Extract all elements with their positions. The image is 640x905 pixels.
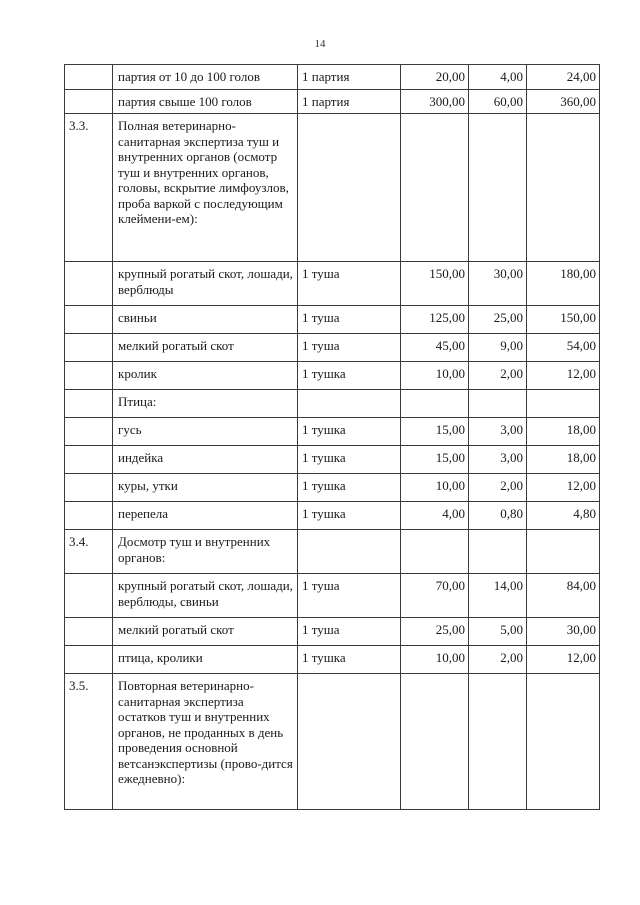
table-row [65, 362, 600, 390]
row-total: 12,00 [527, 474, 600, 502]
table-row [65, 89, 600, 114]
row-name: партия свыше 100 голов [113, 89, 298, 114]
table-row [65, 574, 600, 618]
row-code [65, 474, 113, 502]
row-price: 25,00 [401, 618, 469, 646]
row-vat: 60,00 [469, 89, 527, 114]
row-name: куры, утки [113, 474, 298, 502]
row-vat [469, 390, 527, 418]
row-total [527, 390, 600, 418]
row-vat: 25,00 [469, 306, 527, 334]
row-vat: 30,00 [469, 262, 527, 306]
row-total: 24,00 [527, 65, 600, 90]
row-unit [298, 114, 401, 262]
row-name: свиньи [113, 306, 298, 334]
row-total: 360,00 [527, 89, 600, 114]
table-row [65, 474, 600, 502]
table-row [65, 262, 600, 306]
row-vat: 0,80 [469, 502, 527, 530]
row-unit: 1 тушка [298, 362, 401, 390]
row-total [527, 114, 600, 262]
row-vat: 5,00 [469, 618, 527, 646]
row-code: 3.3. [65, 114, 113, 262]
row-unit: 1 туша [298, 334, 401, 362]
table-row [65, 646, 600, 674]
row-unit: 1 партия [298, 65, 401, 90]
row-total: 12,00 [527, 362, 600, 390]
row-price [401, 114, 469, 262]
row-unit: 1 партия [298, 89, 401, 114]
row-unit: 1 тушка [298, 502, 401, 530]
row-price [401, 390, 469, 418]
row-name: Досмотр туш и внутренних органов: [113, 530, 298, 574]
row-name: Повторная ветеринарно-санитарная экспертиза остатков туш и внутренних органов, не проданных в день проведения основной ветсанэкспертизы (прово-дится ежедневно): [113, 674, 298, 810]
row-name: крупный рогатый скот, лошади, верблюды, свиньи [113, 574, 298, 618]
row-unit [298, 390, 401, 418]
row-code [65, 618, 113, 646]
row-code [65, 334, 113, 362]
table-row [65, 306, 600, 334]
row-total: 4,80 [527, 502, 600, 530]
row-price: 4,00 [401, 502, 469, 530]
row-total: 150,00 [527, 306, 600, 334]
row-price [401, 674, 469, 810]
row-unit [298, 674, 401, 810]
row-price [401, 530, 469, 574]
row-price: 15,00 [401, 418, 469, 446]
row-code [65, 89, 113, 114]
row-unit: 1 тушка [298, 446, 401, 474]
row-name: Птица: [113, 390, 298, 418]
row-code [65, 306, 113, 334]
table-row [65, 390, 600, 418]
row-price: 150,00 [401, 262, 469, 306]
row-code [65, 646, 113, 674]
row-vat: 2,00 [469, 474, 527, 502]
row-code [65, 65, 113, 90]
row-price: 10,00 [401, 362, 469, 390]
row-unit [298, 530, 401, 574]
row-vat: 2,00 [469, 646, 527, 674]
page-number: 14 [314, 38, 326, 50]
row-price: 70,00 [401, 574, 469, 618]
row-vat: 9,00 [469, 334, 527, 362]
row-unit: 1 туша [298, 262, 401, 306]
row-vat: 3,00 [469, 446, 527, 474]
row-total: 84,00 [527, 574, 600, 618]
row-code [65, 502, 113, 530]
row-code [65, 446, 113, 474]
table-row [65, 530, 600, 574]
row-unit: 1 тушка [298, 646, 401, 674]
row-code: 3.5. [65, 674, 113, 810]
row-code [65, 574, 113, 618]
row-vat: 3,00 [469, 418, 527, 446]
table-row [65, 65, 600, 90]
row-code: 3.4. [65, 530, 113, 574]
row-unit: 1 туша [298, 306, 401, 334]
row-total: 54,00 [527, 334, 600, 362]
table-row [65, 418, 600, 446]
price-table [64, 64, 600, 810]
row-name: крупный рогатый скот, лошади, верблюды [113, 262, 298, 306]
row-unit: 1 туша [298, 618, 401, 646]
row-price: 300,00 [401, 89, 469, 114]
table-row [65, 618, 600, 646]
row-unit: 1 тушка [298, 474, 401, 502]
row-price: 125,00 [401, 306, 469, 334]
row-name: перепела [113, 502, 298, 530]
table-row [65, 446, 600, 474]
row-vat [469, 674, 527, 810]
row-code [65, 262, 113, 306]
table-row [65, 334, 600, 362]
row-total: 12,00 [527, 646, 600, 674]
row-name: партия от 10 до 100 голов [113, 65, 298, 90]
row-vat: 4,00 [469, 65, 527, 90]
row-price: 10,00 [401, 646, 469, 674]
table-row [65, 674, 600, 810]
row-total [527, 674, 600, 810]
row-price: 10,00 [401, 474, 469, 502]
table-row [65, 114, 600, 262]
row-name: мелкий рогатый скот [113, 334, 298, 362]
row-code [65, 418, 113, 446]
row-unit: 1 тушка [298, 418, 401, 446]
row-name: мелкий рогатый скот [113, 618, 298, 646]
row-price: 15,00 [401, 446, 469, 474]
row-total: 30,00 [527, 618, 600, 646]
table-row [65, 502, 600, 530]
row-code [65, 362, 113, 390]
row-vat: 2,00 [469, 362, 527, 390]
row-vat [469, 114, 527, 262]
row-name: индейка [113, 446, 298, 474]
row-total [527, 530, 600, 574]
row-total: 18,00 [527, 418, 600, 446]
row-price: 45,00 [401, 334, 469, 362]
row-total: 18,00 [527, 446, 600, 474]
row-total: 180,00 [527, 262, 600, 306]
row-vat [469, 530, 527, 574]
row-code [65, 390, 113, 418]
row-vat: 14,00 [469, 574, 527, 618]
row-name: кролик [113, 362, 298, 390]
row-name: гусь [113, 418, 298, 446]
row-name: Полная ветеринарно-санитарная экспертиза туш и внутренних органов (осмотр туш и внутренних органов, головы, вскрытие лимфоузлов, проба варкой с последующим клеймени-ем): [113, 114, 298, 262]
row-name: птица, кролики [113, 646, 298, 674]
row-unit: 1 туша [298, 574, 401, 618]
row-price: 20,00 [401, 65, 469, 90]
